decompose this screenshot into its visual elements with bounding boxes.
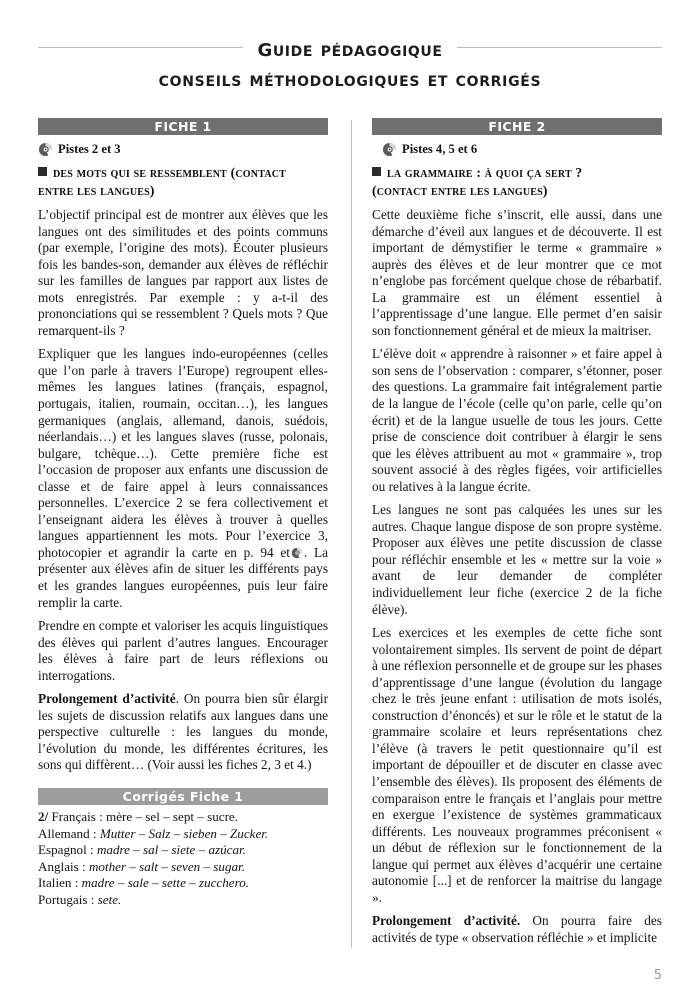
column-left [38, 118, 328, 963]
audio-track-label-right: Pistes 4, 5 et 6 [402, 142, 478, 156]
list-item [38, 859, 328, 876]
corrige-lang: Portugais : [38, 891, 95, 907]
corriges-list [38, 805, 328, 909]
corrige-words: sete. [97, 891, 122, 907]
masthead [38, 30, 662, 91]
section-heading-right-line1: la grammaire : à quoi ça sert ? [387, 165, 583, 180]
paragraph: Les exercices et les exemples de cette fiche sont volontairement simples. Ils servent de point de départ à une réflexion personnelle et de groupe sur les phases d’apprentissage d’une langue (évolution du langage chez le très jeune enfant : utilisation de mots isolés, construction d’énoncés) et sur le rôle et le statut de la grammaire scolaire et leurs représentations chez l’élève (à travers le petit questionnaire qu’il est important de dépouiller et de discuter en classe avec l’ensemble des élèves). Ils proposent des éléments de comparaison entre le français et l’anglais pour mettre en exergue l’existence de systèmes grammaticaux différents. Les nouveaux programmes préconisent « un début de réflexion sur le fonctionnement de la langue qui permet aux élèves d’acquérir une certaine autonomie [...] et de renforcer la maitrise du langage ». [372, 625, 662, 905]
audio-track-line-left [38, 142, 328, 157]
list-item [38, 892, 328, 909]
paragraph-with-inline-cd [38, 339, 328, 611]
corrige-words: Mutter – Salz – sieben – Zucker. [99, 825, 269, 841]
paragraph: L’élève doit « apprendre à raisonner » et faire appel à son sens de l’observation : comparer, s’étonner, poser des questions. La grammaire fait intégralement partie de la langue de l’école (celle qu’on parle, celle qu’on écrit) et de la langue usuelle de tous les jours. Cette prise de conscience doit contribuer à élargir le sens que les élèves attribuent au mot « grammaire », trop souvent associé à des règles figées, voir artificielles ou relatives à la langue écrite. [372, 346, 662, 494]
corrige-lang: Italien : [38, 875, 79, 891]
list-item [38, 809, 328, 826]
title-rule-right [457, 47, 662, 48]
corrige-lang: Anglais : [38, 858, 86, 874]
section-heading-left [38, 164, 328, 201]
paragraph: Les langues ne sont pas calquées les unes sur les autres. Chaque langue dispose de son propre système. Proposer aux élèves une petite discussion de classe pour réfléchir ensemble et les « mettre sur la voie » avant de leur demander de compléter individuellement leur fiche (exercice 2 de la fiche élève). [372, 502, 662, 617]
list-item [38, 875, 328, 892]
prolongement-text-right: On pourra faire des activités de type « observation réfléchie » et implicite [372, 913, 662, 945]
title-rule-left [38, 47, 243, 48]
paragraph-part-before-icon: Expliquer que les langues indo-européennes (celles que l’on parle à travers l’Europe) regroupent elles-mêmes les langues latines (français, espagnol, portugais, italien, roumain, occitan…), les langues germaniques (anglais, allemand, danois, suédois, néerlandais…) et les langues slaves (russe, polonais, bulgare, tchèque…). Cette première fiche est l’occasion de proposer aux enfants une discussion de classe et de faire appel à leurs connaissances personnelles. L’exercice 2 se fera collectivement et l’enseignant aidera les élèves à trouver à quelles langues appartiennent les mots. Pour l’exercice 3, photocopier et agrandir la carte en p. 94 et [38, 346, 328, 560]
section-heading-left-line1: des mots qui se ressemblent (contact [53, 165, 287, 180]
title-row [38, 30, 662, 64]
section-heading-right [372, 164, 662, 201]
audio-track-line-right [372, 142, 662, 157]
page-title: guide pédagogique [257, 32, 443, 62]
column-divider [351, 120, 352, 948]
corrige-words: madre – sale – sette – zucchero. [81, 875, 250, 891]
corrige-words: mother – salt – seven – sugar. [88, 858, 245, 874]
list-item [38, 826, 328, 843]
banner-fiche-1: FICHE 1 [38, 118, 328, 135]
banner-fiche-2: FICHE 2 [372, 118, 662, 135]
list-item [38, 842, 328, 859]
prolongement-text-left: . On pourra bien sûr élargir les sujets de discussion relatifs aux langues dans une perspective culturelle : les langues du monde, l’évolution du monde, les différentes écritures, les sons qui diffèrent… (Voir aussi les fiches 2, 3 et 4.) [38, 691, 329, 773]
corrige-lang: Allemand : [38, 825, 97, 841]
square-bullet-icon [38, 167, 47, 176]
square-bullet-icon [372, 167, 381, 176]
column-right [372, 118, 662, 963]
paragraph: L’objectif principal est de montrer aux élèves que les langues ont des similitudes et des points communs (par exemple, l’origine des mots). Écouter plusieurs fois les bandes-son, demander aux élèves de réfléchir sur les familles de langues par rapport aux listes de mots enregistrés. Par exemple : y a-t-il des prononciations qui se ressemblent ? Quels mots ? Que remarquent-ils ? [38, 206, 328, 338]
corrige-words: mère – sel – sept – sucre. [106, 809, 239, 825]
section-heading-left-line2: entre les langues) [38, 183, 155, 199]
corrige-lang: Espagnol : [38, 842, 94, 858]
prolongement-label-right: Prolongement d’activité. [372, 913, 521, 929]
page-subtitle: conseils méthodologiques et corrigés [158, 68, 542, 91]
audio-track-label-left: Pistes 2 et 3 [58, 142, 121, 156]
paragraph-part-after-icon: . La présenter aux élèves afin de situer les différents pays et les grandes langues européennes, puis leur faire remplir la carte. [38, 544, 328, 610]
columns-container [38, 118, 662, 963]
cd-audio-icon-inline [291, 547, 303, 559]
page-number: 5 [653, 968, 662, 983]
paragraph-prolongement-right [372, 906, 662, 946]
corrige-words: madre – sal – siete – azúcar. [96, 842, 246, 858]
prolongement-label-left: Prolongement d’activité [38, 691, 176, 707]
banner-corriges-fiche-1: Corrigés Fiche 1 [38, 788, 328, 805]
cd-audio-icon [38, 142, 53, 157]
paragraph: Cette deuxième fiche s’inscrit, elle aussi, dans une démarche d’éveil aux langues et de découverte. Il est important de démystifier le terme « grammaire » auprès des élèves et de leur montrer que ce mot n’englobe pas forcément quelque chose de rébarbatif. La grammaire est un élément essentiel à l’apprentissage d’une langue. Elle permet d’en saisir son fonctionnement général et de mieux la maitriser. [372, 206, 662, 338]
corrige-lang: Français : [51, 809, 103, 825]
paragraph-prolongement-left [38, 684, 328, 774]
section-heading-right-line2: (contact entre les langues) [372, 183, 548, 199]
paragraph: Prendre en compte et valoriser les acquis linguistiques des élèves qui parlent d’autres langues. Encourager les élèves à faire part de leurs réflexions ou interrogations. [38, 618, 328, 683]
corrige-number: 2/ [38, 809, 49, 825]
cd-audio-icon [382, 142, 397, 157]
